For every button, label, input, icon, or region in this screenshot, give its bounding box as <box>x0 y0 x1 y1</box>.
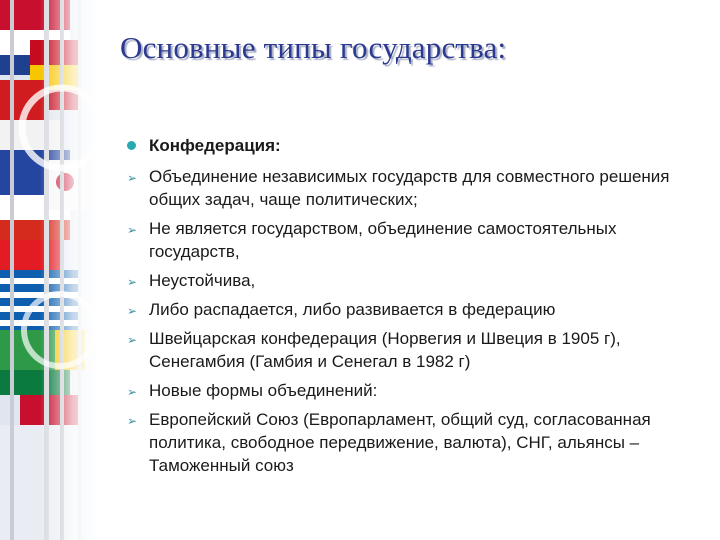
flags-image <box>0 0 96 540</box>
round-bullet-icon <box>127 141 136 150</box>
list-item <box>126 408 696 477</box>
list-item <box>126 298 696 321</box>
list-item <box>126 327 696 373</box>
list-item-lead <box>126 134 696 157</box>
arrow-bullet-icon: ➢ <box>127 333 138 347</box>
list-item-text: Объединение независимых государств для совместного решения общих задач, чаще политических; <box>149 167 670 209</box>
list-item <box>126 165 696 211</box>
list-item-text: Неустойчива, <box>149 271 256 290</box>
arrow-bullet-icon: ➢ <box>127 171 138 185</box>
list-item-text: Швейцарская конфедерация (Норвегия и Швеция в 1905 г), Сенегамбия (Гамбия и Сенегал в 1982 г) <box>149 329 621 371</box>
list-item-text: Либо распадается, либо развивается в федерацию <box>149 300 556 319</box>
arrow-bullet-icon: ➢ <box>127 304 138 318</box>
arrow-bullet-icon: ➢ <box>127 385 138 399</box>
bullet-list <box>126 134 696 483</box>
list-item-text: Европейский Союз (Европарламент, общий суд, согласованная политика, свободное передвижение, валюта), СНГ, альянсы – Таможенный союз <box>149 410 651 475</box>
list-item-text: Новые формы объединений: <box>149 381 378 400</box>
flags-fade-overlay <box>40 0 96 540</box>
list-item-text: Не является государством, объединение самостоятельных государств, <box>149 219 617 261</box>
slide-title: Основные типы государства: <box>120 30 507 65</box>
list-item <box>126 269 696 292</box>
arrow-bullet-icon: ➢ <box>127 414 138 428</box>
list-item <box>126 379 696 402</box>
list-item <box>126 217 696 263</box>
list-item-text: Конфедерация: <box>149 136 281 155</box>
arrow-bullet-icon: ➢ <box>127 275 138 289</box>
arrow-bullet-icon: ➢ <box>127 223 138 237</box>
